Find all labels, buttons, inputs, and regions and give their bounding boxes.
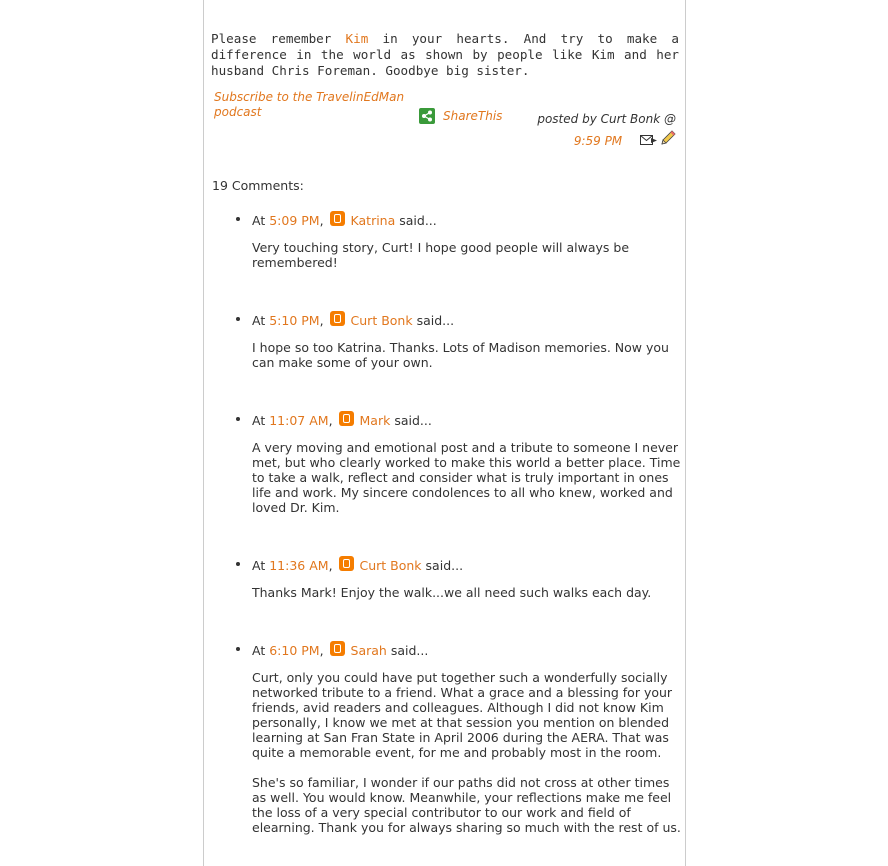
said-label: said... (390, 643, 429, 658)
comment-author-link[interactable]: Curt Bonk (359, 558, 422, 573)
comment-item (252, 556, 682, 615)
comment-meta: At 5:10 PM, Curt Bonk said... (252, 311, 682, 329)
said-label: said... (425, 558, 464, 573)
blogger-profile-icon (330, 641, 345, 656)
comment-author-link[interactable]: Sarah (350, 643, 387, 658)
comment-body (252, 670, 682, 835)
comment-meta: At 6:10 PM, Sarah said... (252, 641, 682, 659)
sharethis-button[interactable] (419, 108, 502, 124)
comment-timestamp-link[interactable]: 5:10 PM (269, 313, 320, 328)
comment-timestamp-link[interactable]: 11:07 AM (269, 413, 329, 428)
comment-author-link[interactable]: Katrina (350, 213, 396, 228)
comments-heading: 19 Comments: (212, 178, 304, 193)
blogger-profile-icon (339, 411, 354, 426)
comment-body (252, 340, 682, 370)
comment-paragraph: Thanks Mark! Enjoy the walk...we all need such walks each day. (252, 585, 652, 600)
comment-meta: At 11:07 AM, Mark said... (252, 411, 682, 429)
comment-at-label: At (252, 213, 270, 228)
comment-timestamp-link[interactable]: 6:10 PM (269, 643, 320, 658)
comment-body (252, 585, 682, 600)
comment-meta: At 11:36 AM, Curt Bonk said... (252, 556, 682, 574)
comment-item (252, 641, 682, 850)
comment-paragraph: I hope so too Katrina. Thanks. Lots of Madison memories. Now you can make some of your own. (252, 340, 669, 370)
post-byline (515, 108, 676, 153)
main-column (203, 0, 686, 866)
comment-at-label: At (252, 643, 270, 658)
share-icon (419, 108, 435, 124)
comment-body (252, 240, 682, 270)
post-body-end (211, 31, 679, 79)
blogger-profile-icon (330, 311, 345, 326)
post-action-icons (640, 130, 676, 153)
comment-at-label: At (252, 313, 270, 328)
comment-paragraph: She's so familiar, I wonder if our paths did not cross at other times as well. You would know. Meanwhile, your reflections make me feel the loss of a very special contributor to our work and field of elearning. Thank you for always sharing so much with the rest of us. (252, 775, 681, 835)
edit-post-icon[interactable] (660, 130, 676, 153)
said-label: said... (399, 213, 437, 228)
comment-paragraph: Curt, only you could have put together such a wonderfully socially networked tribute to a friend. What a grace and a blessing for your friends, avid readers and colleagues. Although I did not know Kim personally, I know we met at that session you mention on blended learning at San Fran State in April 2006 during the AERA. That was quite a memorable event, for me and probably most in the room. (252, 670, 673, 760)
comment-item (252, 211, 682, 285)
post-text: in your hearts. And try to make a difference in the world as shown by people like Kim and her husband Chris Foreman. Goodbye big sister. (211, 31, 679, 78)
comment-paragraph: Very touching story, Curt! I hope good people will always be remembered! (252, 240, 630, 270)
subscribe-podcast-link[interactable]: Subscribe to the TravelinEdMan podcast (214, 90, 405, 119)
comment-timestamp-link[interactable]: 11:36 AM (269, 558, 329, 573)
email-post-icon[interactable] (640, 131, 658, 153)
comment-timestamp-link[interactable]: 5:09 PM (269, 213, 320, 228)
blogger-profile-icon (330, 211, 345, 226)
said-label: said... (416, 313, 455, 328)
post-permalink[interactable]: 9:59 PM (573, 134, 623, 148)
kim-link[interactable]: Kim (345, 31, 369, 46)
comment-body (252, 440, 682, 515)
sharethis-label: ShareThis (443, 108, 503, 123)
comment-at-label: At (252, 558, 270, 573)
comment-item (252, 411, 682, 530)
said-label: said... (394, 413, 432, 428)
comment-item (252, 311, 682, 385)
comment-paragraph: A very moving and emotional post and a tribute to someone I never met, but who clearly worked to make this world a better place. Time to take a walk, reflect and consider what is truly important in ones life and work. My sincere condolences to all who knew, worked and loved Dr. Kim. (252, 440, 681, 515)
blogger-profile-icon (339, 556, 354, 571)
post-text: Please remember (211, 31, 346, 46)
comment-meta: At 5:09 PM, Katrina said... (252, 211, 682, 229)
comment-author-link[interactable]: Mark (359, 413, 391, 428)
comment-author-link[interactable]: Curt Bonk (350, 313, 413, 328)
comment-at-label: At (252, 413, 270, 428)
posted-by-text: posted by Curt Bonk @ (537, 112, 676, 126)
